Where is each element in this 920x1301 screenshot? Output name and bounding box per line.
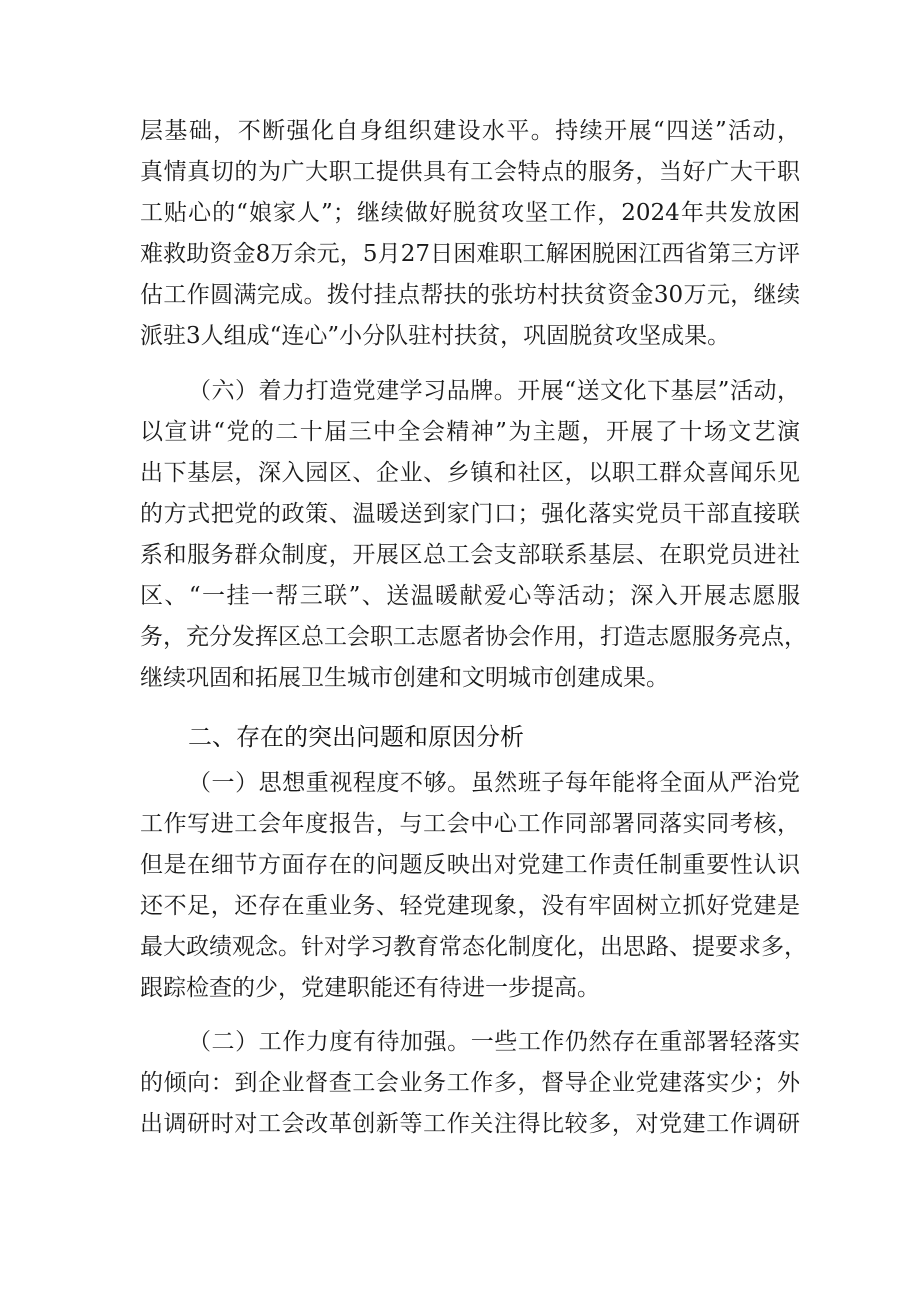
text-line: 区、“一挂一帮三联”、送温暖献爱心等活动；深入开展志愿服 <box>140 583 800 609</box>
text-line: 估工作圆满完成。拨付挂点帮扶的张坊村扶贫资金30万元，继续 <box>140 282 800 308</box>
text-line: 务，充分发挥区总工会职工志愿者协会作用，打造志愿服务亮点， <box>140 624 807 650</box>
text-line: 跟踪检查的少，党建职能还有待进一步提高。 <box>140 975 600 1001</box>
paragraph-six-first-line: （六）着力打造党建学习品牌。开展“送文化下基层”活动， <box>188 378 800 404</box>
text-line: 难救助资金8万余元，5月27日困难职工解困脱困江西省第三方评 <box>140 241 800 267</box>
paragraph-two-first-line: （二）工作力度有待加强。一些工作仍然存在重部署轻落实 <box>188 1029 800 1055</box>
paragraph-one-first-line: （一）思想重视程度不够。虽然班子每年能将全面从严治党 <box>188 770 800 796</box>
text-line: 真情真切的为广大职工提供具有工会特点的服务，当好广大干职 <box>140 159 800 185</box>
section-heading: 二、存在的突出问题和原因分析 <box>188 723 524 751</box>
text-line: 的倾向：到企业督查工会业务工作多，督导企业党建落实少；外 <box>140 1070 800 1096</box>
text-line: 但是在细节方面存在的问题反映出对党建工作责任制重要性认识 <box>140 852 800 878</box>
text-line: 系和服务群众制度，开展区总工会支部联系基层、在职党员进社 <box>140 542 800 568</box>
text-line: 继续巩固和拓展卫生城市创建和文明城市创建成果。 <box>140 665 669 691</box>
text-line: 派驻3人组成“连心”小分队驻村扶贫，巩固脱贫攻坚成果。 <box>140 323 731 349</box>
text-line: 出调研时对工会改革创新等工作关注得比较多，对党建工作调研 <box>140 1111 800 1137</box>
text-line: 层基础，不断强化自身组织建设水平。持续开展“四送”活动， <box>140 118 800 144</box>
text-line: 以宣讲“党的二十届三中全会精神”为主题，开展了十场文艺演 <box>140 419 800 445</box>
text-line: 工作写进工会年度报告，与工会中心工作同部署同落实同考核， <box>140 811 800 837</box>
text-line: 最大政绩观念。针对学习教育常态化制度化，出思路、提要求多， <box>140 934 807 960</box>
text-line: 出下基层，深入园区、企业、乡镇和社区，以职工群众喜闻乐见 <box>140 460 800 486</box>
text-line: 还不足，还存在重业务、轻党建现象，没有牢固树立抓好党建是 <box>140 893 800 919</box>
text-line: 的方式把党的政策、温暖送到家门口；强化落实党员干部直接联 <box>140 501 800 527</box>
text-line: 工贴心的“娘家人”；继续做好脱贫攻坚工作，2024年共发放困 <box>140 200 800 226</box>
